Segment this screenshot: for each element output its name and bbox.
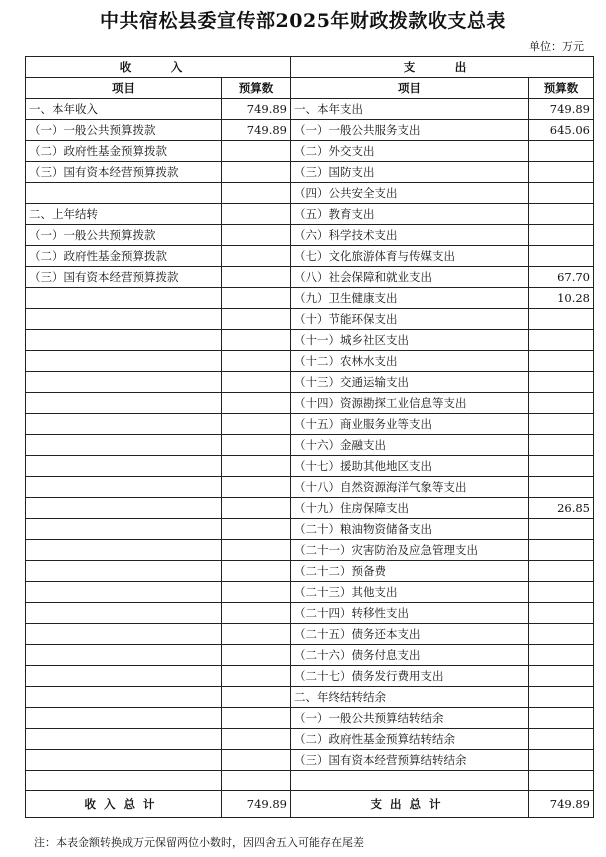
expense-amount-cell bbox=[529, 708, 594, 729]
expense-amount-cell bbox=[529, 561, 594, 582]
table-row bbox=[26, 771, 594, 791]
table-row bbox=[26, 624, 594, 645]
expense-amount-cell bbox=[529, 414, 594, 435]
income-item-cell bbox=[26, 330, 222, 351]
table-row bbox=[26, 582, 594, 603]
expense-item-cell: （二）外交支出 bbox=[291, 141, 529, 162]
table-row bbox=[26, 162, 594, 183]
table-row bbox=[26, 120, 594, 141]
income-amount-cell bbox=[222, 687, 291, 708]
income-amount-cell bbox=[222, 183, 291, 204]
expense-amount-cell: 749.89 bbox=[529, 99, 594, 120]
table-row bbox=[26, 435, 594, 456]
income-item-cell bbox=[26, 645, 222, 666]
table-row bbox=[26, 456, 594, 477]
expense-item-cell: （四）公共安全支出 bbox=[291, 183, 529, 204]
expense-item-cell: （六）科学技术支出 bbox=[291, 225, 529, 246]
income-amount-cell bbox=[222, 498, 291, 519]
income-amount-cell bbox=[222, 561, 291, 582]
income-amount-cell bbox=[222, 351, 291, 372]
income-amount-cell bbox=[222, 330, 291, 351]
table-row bbox=[26, 267, 594, 288]
table-row bbox=[26, 372, 594, 393]
expense-item-header: 项目 bbox=[291, 78, 529, 99]
expense-amount-cell bbox=[529, 582, 594, 603]
income-item-cell: （三）国有资本经营预算拨款 bbox=[26, 267, 222, 288]
expense-amount-cell bbox=[529, 393, 594, 414]
expense-item-cell: （二十三）其他支出 bbox=[291, 582, 529, 603]
expense-item-cell: （十七）援助其他地区支出 bbox=[291, 456, 529, 477]
income-item-cell bbox=[26, 477, 222, 498]
income-amount-cell bbox=[222, 267, 291, 288]
income-item-cell: 二、上年结转 bbox=[26, 204, 222, 225]
table-row bbox=[26, 708, 594, 729]
income-item-cell bbox=[26, 288, 222, 309]
income-amount-cell bbox=[222, 141, 291, 162]
income-item-cell bbox=[26, 183, 222, 204]
income-amount-cell bbox=[222, 162, 291, 183]
table-row bbox=[26, 309, 594, 330]
expense-item-cell: （二十一）灾害防治及应急管理支出 bbox=[291, 540, 529, 561]
table-row bbox=[26, 519, 594, 540]
table-row bbox=[26, 645, 594, 666]
budget-table bbox=[25, 56, 594, 818]
table-row bbox=[26, 204, 594, 225]
expense-item-cell: （八）社会保障和就业支出 bbox=[291, 267, 529, 288]
income-item-cell bbox=[26, 624, 222, 645]
expense-amount-cell bbox=[529, 645, 594, 666]
income-amount-cell bbox=[222, 393, 291, 414]
expense-amount-cell bbox=[529, 666, 594, 687]
expense-item-cell: （二十七）债务发行费用支出 bbox=[291, 666, 529, 687]
table-row bbox=[26, 288, 594, 309]
table-row bbox=[26, 246, 594, 267]
expense-amount-cell: 10.28 bbox=[529, 288, 594, 309]
table-row bbox=[26, 330, 594, 351]
income-amount-cell bbox=[222, 771, 291, 791]
income-total-label: 收入总计 bbox=[26, 791, 222, 818]
income-amount-cell bbox=[222, 435, 291, 456]
expense-amount-cell bbox=[529, 519, 594, 540]
expense-item-cell: （二十六）债务付息支出 bbox=[291, 645, 529, 666]
expense-item-cell: 一、本年支出 bbox=[291, 99, 529, 120]
income-item-cell bbox=[26, 666, 222, 687]
table-row bbox=[26, 687, 594, 708]
expense-item-cell: （十八）自然资源海洋气象等支出 bbox=[291, 477, 529, 498]
income-amount-cell bbox=[222, 309, 291, 330]
expense-item-cell: （三）国有资本经营预算结转结余 bbox=[291, 750, 529, 771]
expense-amount-header: 预算数 bbox=[529, 78, 594, 99]
income-item-cell bbox=[26, 456, 222, 477]
income-item-cell bbox=[26, 561, 222, 582]
income-item-cell bbox=[26, 498, 222, 519]
expense-item-cell: （二十二）预备费 bbox=[291, 561, 529, 582]
table-row bbox=[26, 498, 594, 519]
income-amount-cell bbox=[222, 750, 291, 771]
income-amount-cell bbox=[222, 456, 291, 477]
income-item-header: 项目 bbox=[26, 78, 222, 99]
income-amount-cell: 749.89 bbox=[222, 120, 291, 141]
footnote: 注：本表金额转换成万元保留两位小数时，因四舍五入可能存在尾差 bbox=[34, 836, 364, 849]
income-item-cell bbox=[26, 309, 222, 330]
income-amount-cell bbox=[222, 708, 291, 729]
income-total-amount: 749.89 bbox=[222, 791, 291, 818]
table-row bbox=[26, 141, 594, 162]
expense-item-cell bbox=[291, 771, 529, 791]
income-item-cell: （二）政府性基金预算拨款 bbox=[26, 141, 222, 162]
income-amount-cell bbox=[222, 729, 291, 750]
expense-total-amount: 749.89 bbox=[529, 791, 594, 818]
income-item-cell: （二）政府性基金预算拨款 bbox=[26, 246, 222, 267]
expense-item-cell: （十九）住房保障支出 bbox=[291, 498, 529, 519]
income-amount-cell bbox=[222, 204, 291, 225]
column-header-row bbox=[26, 78, 594, 99]
income-item-cell bbox=[26, 771, 222, 791]
expense-item-cell: （十一）城乡社区支出 bbox=[291, 330, 529, 351]
income-item-cell: （三）国有资本经营预算拨款 bbox=[26, 162, 222, 183]
expense-amount-cell: 26.85 bbox=[529, 498, 594, 519]
income-item-cell: （一）一般公共预算拨款 bbox=[26, 120, 222, 141]
table-row bbox=[26, 414, 594, 435]
income-section-header: 收 入 bbox=[26, 57, 291, 78]
expense-item-cell: （一）一般公共服务支出 bbox=[291, 120, 529, 141]
income-item-cell bbox=[26, 435, 222, 456]
expense-item-cell: （三）国防支出 bbox=[291, 162, 529, 183]
expense-amount-cell: 645.06 bbox=[529, 120, 594, 141]
expense-amount-cell bbox=[529, 141, 594, 162]
income-amount-cell bbox=[222, 519, 291, 540]
unit-label: 单位：万元 bbox=[529, 40, 584, 53]
income-item-cell bbox=[26, 540, 222, 561]
expense-item-cell: （二）政府性基金预算结转结余 bbox=[291, 729, 529, 750]
expense-item-cell: （二十四）转移性支出 bbox=[291, 603, 529, 624]
expense-amount-cell bbox=[529, 351, 594, 372]
expense-amount-cell bbox=[529, 372, 594, 393]
expense-amount-cell bbox=[529, 477, 594, 498]
expense-amount-cell bbox=[529, 183, 594, 204]
table-row bbox=[26, 225, 594, 246]
table-row bbox=[26, 99, 594, 120]
income-amount-cell bbox=[222, 246, 291, 267]
table-row bbox=[26, 477, 594, 498]
expense-amount-cell bbox=[529, 456, 594, 477]
expense-amount-cell bbox=[529, 750, 594, 771]
expense-item-cell: （十三）交通运输支出 bbox=[291, 372, 529, 393]
expense-amount-cell bbox=[529, 540, 594, 561]
table-row bbox=[26, 183, 594, 204]
expense-amount-cell bbox=[529, 162, 594, 183]
expense-amount-cell: 67.70 bbox=[529, 267, 594, 288]
income-amount-cell bbox=[222, 645, 291, 666]
income-amount-cell bbox=[222, 582, 291, 603]
income-amount-cell bbox=[222, 372, 291, 393]
income-item-cell: （一）一般公共预算拨款 bbox=[26, 225, 222, 246]
table-row bbox=[26, 666, 594, 687]
income-amount-cell bbox=[222, 414, 291, 435]
expense-item-cell: （十四）资源勘探工业信息等支出 bbox=[291, 393, 529, 414]
expense-amount-cell bbox=[529, 435, 594, 456]
income-item-cell: 一、本年收入 bbox=[26, 99, 222, 120]
expense-item-cell: （五）教育支出 bbox=[291, 204, 529, 225]
table-row bbox=[26, 729, 594, 750]
income-amount-header: 预算数 bbox=[222, 78, 291, 99]
expense-item-cell: 二、年终结转结余 bbox=[291, 687, 529, 708]
expense-amount-cell bbox=[529, 729, 594, 750]
expense-item-cell: （十五）商业服务业等支出 bbox=[291, 414, 529, 435]
income-item-cell bbox=[26, 708, 222, 729]
income-item-cell bbox=[26, 372, 222, 393]
table-row bbox=[26, 561, 594, 582]
income-amount-cell bbox=[222, 624, 291, 645]
table-row bbox=[26, 540, 594, 561]
total-row bbox=[26, 791, 594, 818]
expense-item-cell: （二十五）债务还本支出 bbox=[291, 624, 529, 645]
expense-amount-cell bbox=[529, 687, 594, 708]
expense-amount-cell bbox=[529, 771, 594, 791]
expense-item-cell: （九）卫生健康支出 bbox=[291, 288, 529, 309]
expense-item-cell: （七）文化旅游体育与传媒支出 bbox=[291, 246, 529, 267]
expense-amount-cell bbox=[529, 246, 594, 267]
income-item-cell bbox=[26, 414, 222, 435]
income-amount-cell bbox=[222, 288, 291, 309]
table-row bbox=[26, 750, 594, 771]
income-item-cell bbox=[26, 351, 222, 372]
expense-item-cell: （十）节能环保支出 bbox=[291, 309, 529, 330]
income-item-cell bbox=[26, 687, 222, 708]
expense-item-cell: （二十）粮油物资储备支出 bbox=[291, 519, 529, 540]
income-amount-cell bbox=[222, 540, 291, 561]
income-amount-cell bbox=[222, 603, 291, 624]
expense-amount-cell bbox=[529, 330, 594, 351]
income-amount-cell bbox=[222, 225, 291, 246]
income-item-cell bbox=[26, 729, 222, 750]
page-title: 中共宿松县委宣传部2025年财政拨款收支总表 bbox=[100, 10, 506, 32]
expense-amount-cell bbox=[529, 309, 594, 330]
expense-total-label: 支出总计 bbox=[291, 791, 529, 818]
expense-section-header: 支 出 bbox=[291, 57, 594, 78]
expense-amount-cell bbox=[529, 624, 594, 645]
income-amount-cell: 749.89 bbox=[222, 99, 291, 120]
income-item-cell bbox=[26, 519, 222, 540]
income-item-cell bbox=[26, 603, 222, 624]
table-row bbox=[26, 393, 594, 414]
table-row bbox=[26, 351, 594, 372]
income-amount-cell bbox=[222, 477, 291, 498]
section-header-row bbox=[26, 57, 594, 78]
table-row bbox=[26, 603, 594, 624]
expense-amount-cell bbox=[529, 225, 594, 246]
expense-item-cell: （十二）农林水支出 bbox=[291, 351, 529, 372]
expense-item-cell: （一）一般公共预算结转结余 bbox=[291, 708, 529, 729]
expense-item-cell: （十六）金融支出 bbox=[291, 435, 529, 456]
expense-amount-cell bbox=[529, 204, 594, 225]
income-item-cell bbox=[26, 750, 222, 771]
income-item-cell bbox=[26, 582, 222, 603]
expense-amount-cell bbox=[529, 603, 594, 624]
income-amount-cell bbox=[222, 666, 291, 687]
income-item-cell bbox=[26, 393, 222, 414]
